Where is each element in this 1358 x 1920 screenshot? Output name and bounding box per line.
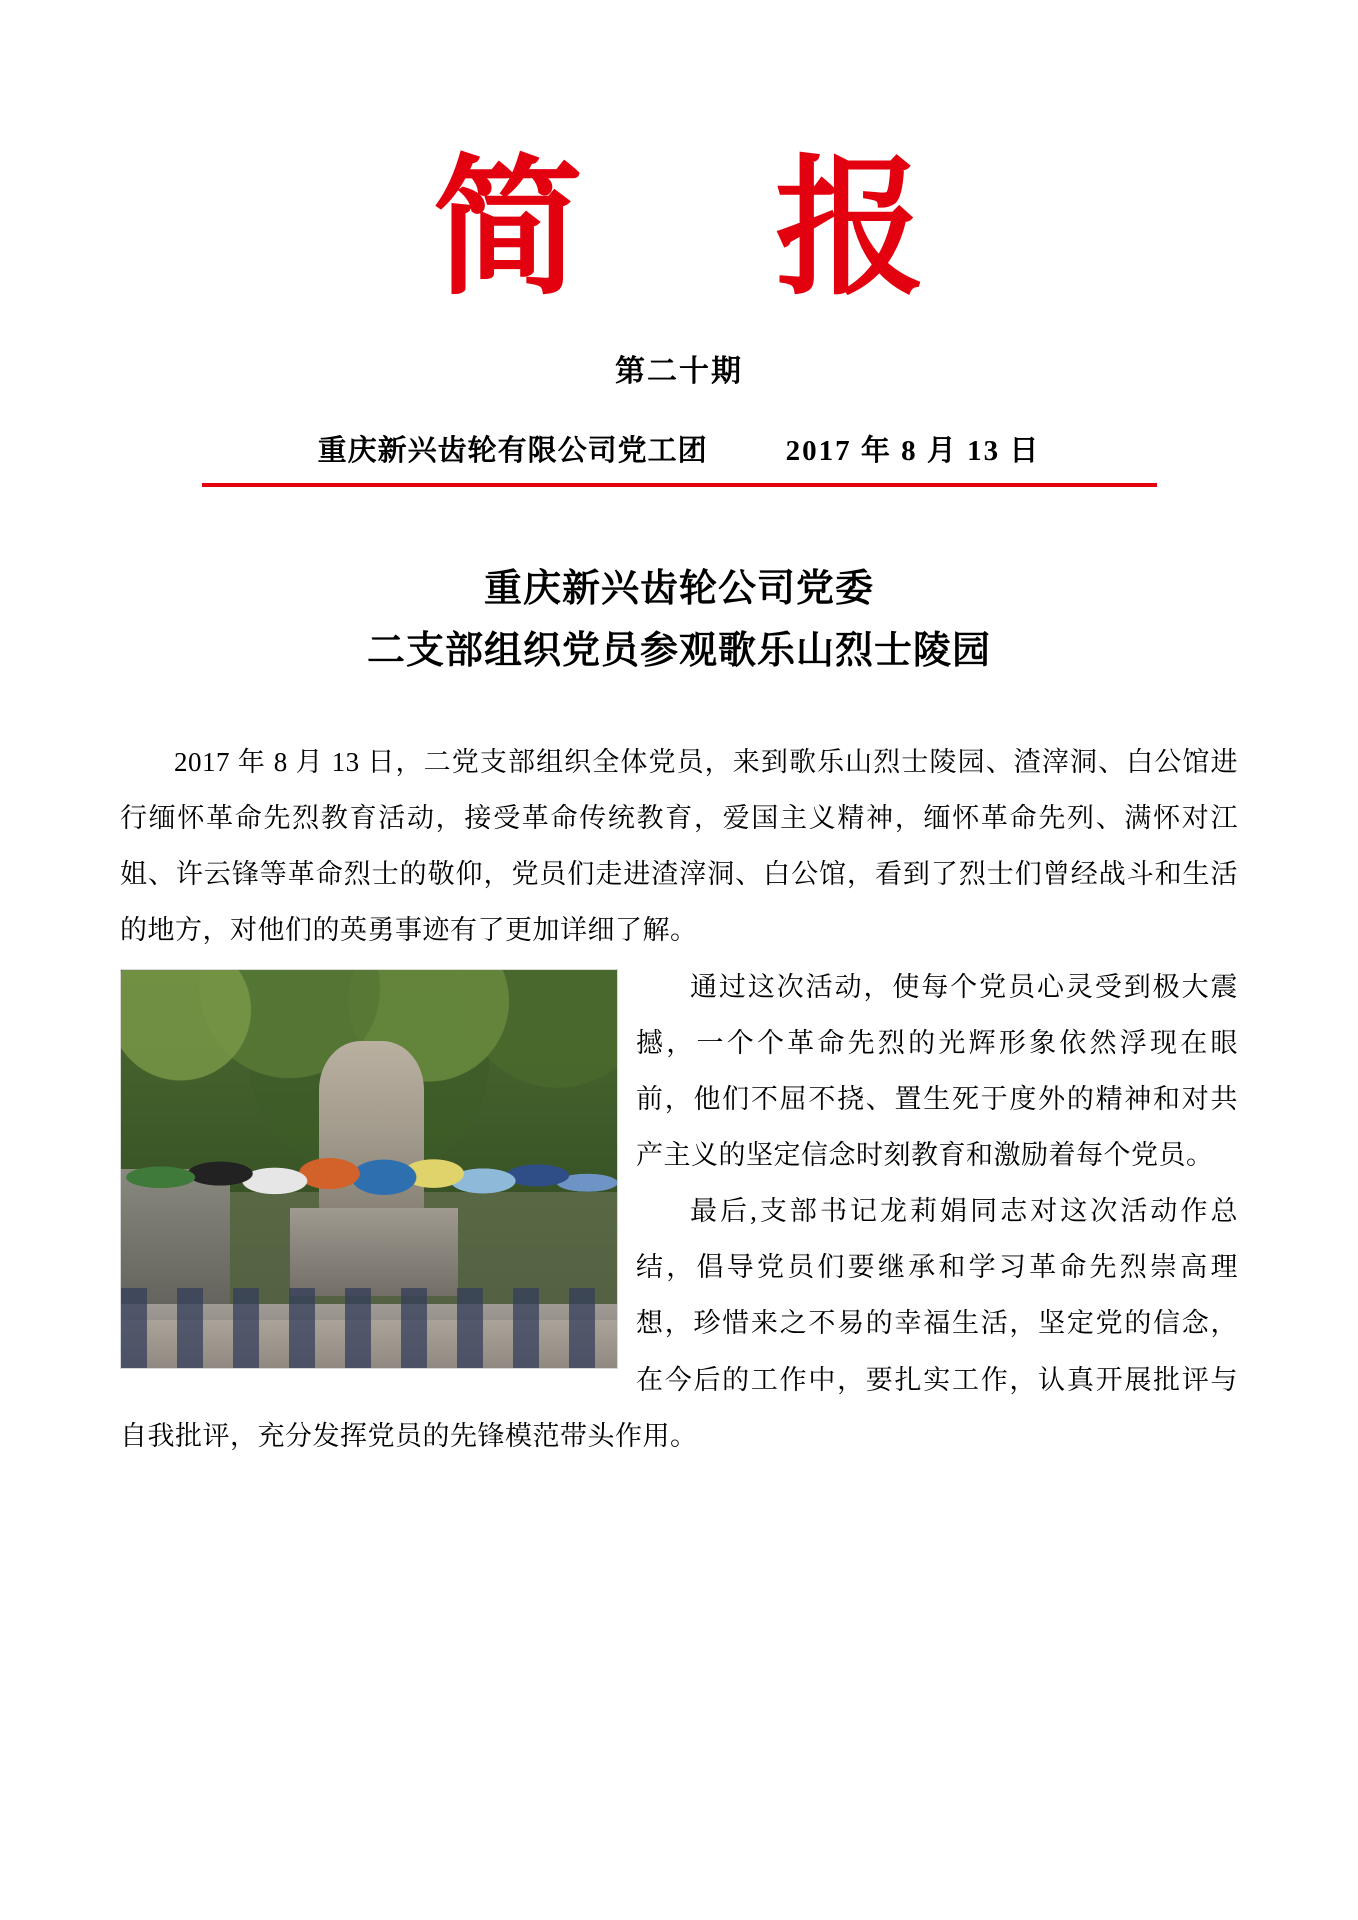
paragraph-2: 通过这次活动，使每个党员心灵受到极大震撼，一个个革命先烈的光辉形象依然浮现在眼前，他们不屈不挠、置生死于度外的精神和对共产主义的坚定信念时刻教育和激励着每个党员。 [636,971,1238,1170]
paragraph-1: 2017 年 8 月 13 日，二党支部组织全体党员，来到歌乐山烈士陵园、渣滓洞、白公馆进行缅怀革命先烈教育活动，接受革命传统教育，爱国主义精神，缅怀革命先列、满怀对江姐、许云锋等革命烈士的敬仰，党员们走进渣滓洞、白公馆，看到了烈士们曾经战斗和生活的地方，对他们的英勇事迹有了更加详细了解。 [120,746,1238,946]
issue-number: 第二十期 [615,354,743,388]
header-divider-rule [202,483,1157,487]
page-title-line-2: 二支部组织党员参观歌乐山烈士陵园 [366,628,991,673]
paragraph-3: 最后,支部书记龙莉娟同志对这次活动作总结，倡导党员们要继承和学习革命先烈崇高理想，珍惜来之不易的幸福生活，坚定党的信念，在今后的工作中，要扎实工作，认真开展批评与自我批评，充分发挥党员的先锋模范带头作用。 [120,1196,1238,1451]
header-meta-row [120,428,1238,469]
publish-date: 2017 年 8 月 13 日 [785,434,1041,467]
article-body [120,734,1238,1464]
page-title [120,557,1238,682]
masthead-title: 简 报 [432,140,996,316]
group-photo-image [120,969,618,1369]
page-title-line-1: 重庆新兴齿轮公司党委 [483,565,874,610]
publisher-organization: 重庆新兴齿轮有限公司党工团 [317,434,708,467]
photo-people-legs [121,1288,617,1368]
